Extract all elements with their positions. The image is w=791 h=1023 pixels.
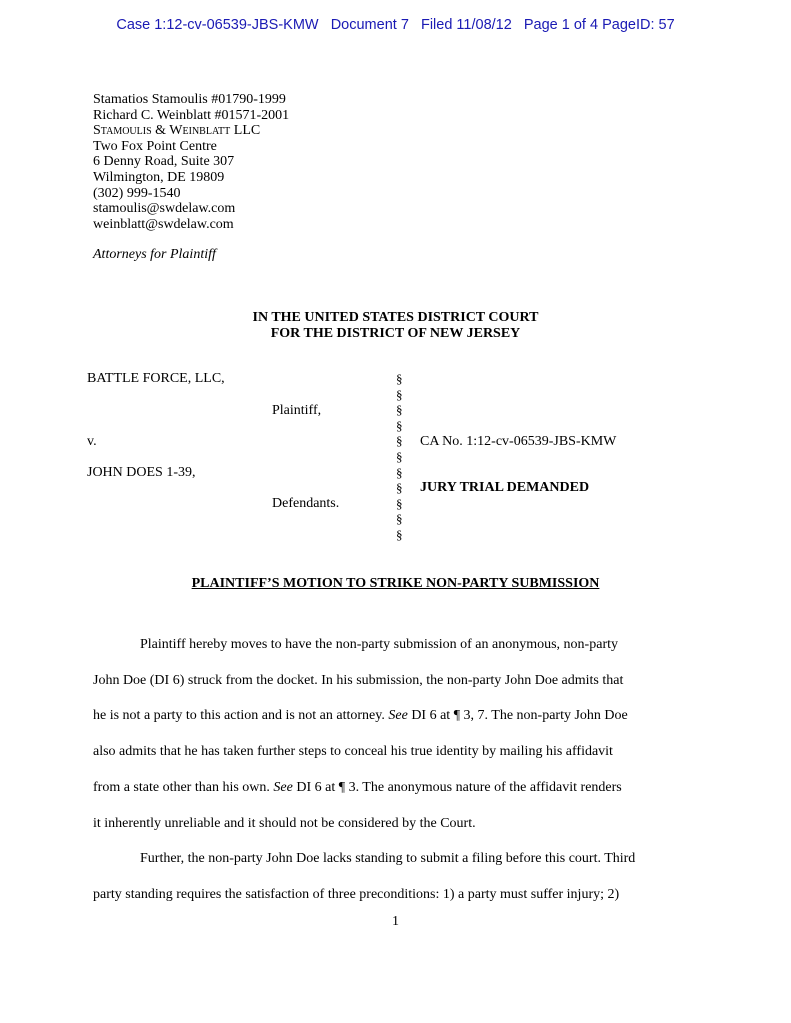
versus: v. (87, 434, 97, 449)
citation-signal: See (388, 708, 408, 724)
section-symbol: § (396, 386, 403, 402)
section-symbol-column (396, 371, 403, 543)
body-text: DI 6 at ¶ 3, 7. The non-party John Doe (407, 708, 628, 724)
page-number: 1 (392, 914, 399, 929)
filing-header: Case 1:12-cv-06539-JBS-KMW Document 7 Filed 11/08/12 Page 1 of 4 PageID: 57 (116, 17, 675, 33)
section-symbol: § (396, 464, 403, 480)
counsel-role: Attorneys for Plaintiff (93, 247, 216, 263)
defendant-name: JOHN DOES 1-39, (87, 465, 196, 480)
citation-signal: See (273, 779, 293, 795)
body-line (93, 698, 713, 734)
counsel-phone: (302) 999-1540 (93, 185, 181, 201)
body-text: he is not a party to this action and is not an attorney. (93, 708, 389, 724)
section-symbol: § (396, 433, 403, 449)
section-symbol: § (396, 402, 403, 418)
body-line (93, 770, 713, 806)
counsel-line: Stamatios Stamoulis #01790-1999 (93, 92, 286, 107)
body-line: also admits that he has taken further steps to conceal his true identity by mailing his affidavit (93, 744, 613, 760)
section-symbol: § (396, 448, 403, 464)
section-symbol: § (396, 511, 403, 527)
body-line: party standing requires the satisfaction of three preconditions: 1) a party must suffer injury; 2) (93, 886, 620, 902)
body-text: DI 6 at ¶ 3. The anonymous nature of the affidavit renders (292, 779, 622, 795)
section-symbol: § (396, 371, 403, 386)
counsel-line: Richard C. Weinblatt #01571-2001 (93, 107, 290, 123)
counsel-email: stamoulis@swdelaw.com (93, 201, 236, 217)
motion-title: PLAINTIFF’S MOTION TO STRIKE NON-PARTY SUBMISSION (191, 576, 600, 591)
counsel-line: 6 Denny Road, Suite 307 (93, 154, 235, 170)
plaintiff-name: BATTLE FORCE, LLC, (87, 371, 225, 386)
body-line: it inherently unreliable and it should not be considered by the Court. (93, 815, 476, 831)
body-text: from a state other than his own. (93, 779, 274, 795)
body-line: John Doe (DI 6) struck from the docket. In his submission, the non-party John Doe admits that (93, 672, 624, 688)
motion-body (93, 627, 713, 913)
section-symbol: § (396, 526, 403, 542)
court-heading (0, 310, 791, 341)
firm-name: Stamoulis & Weinblatt LLC (93, 123, 261, 139)
section-symbol: § (396, 495, 403, 511)
counsel-line: Wilmington, DE 19809 (93, 169, 225, 185)
court-line-1: IN THE UNITED STATES DISTRICT COURT (252, 310, 539, 325)
section-symbol: § (396, 480, 403, 496)
counsel-block (93, 92, 289, 263)
plaintiff-label: Plaintiff, (272, 403, 322, 418)
case-number: CA No. 1:12-cv-06539-JBS-KMW (420, 434, 617, 449)
defendant-label: Defendants. (272, 496, 340, 511)
counsel-email: weinblatt@swdelaw.com (93, 216, 234, 232)
body-line: Further, the non-party John Doe lacks standing to submit a filing before this court. Third (140, 851, 636, 867)
body-line: Plaintiff hereby moves to have the non-party submission of an anonymous, non-party (140, 637, 618, 652)
counsel-line: Two Fox Point Centre (93, 138, 217, 154)
court-line-2: FOR THE DISTRICT OF NEW JERSEY (270, 325, 521, 341)
section-symbol: § (396, 417, 403, 433)
jury-demand: JURY TRIAL DEMANDED (420, 480, 590, 495)
